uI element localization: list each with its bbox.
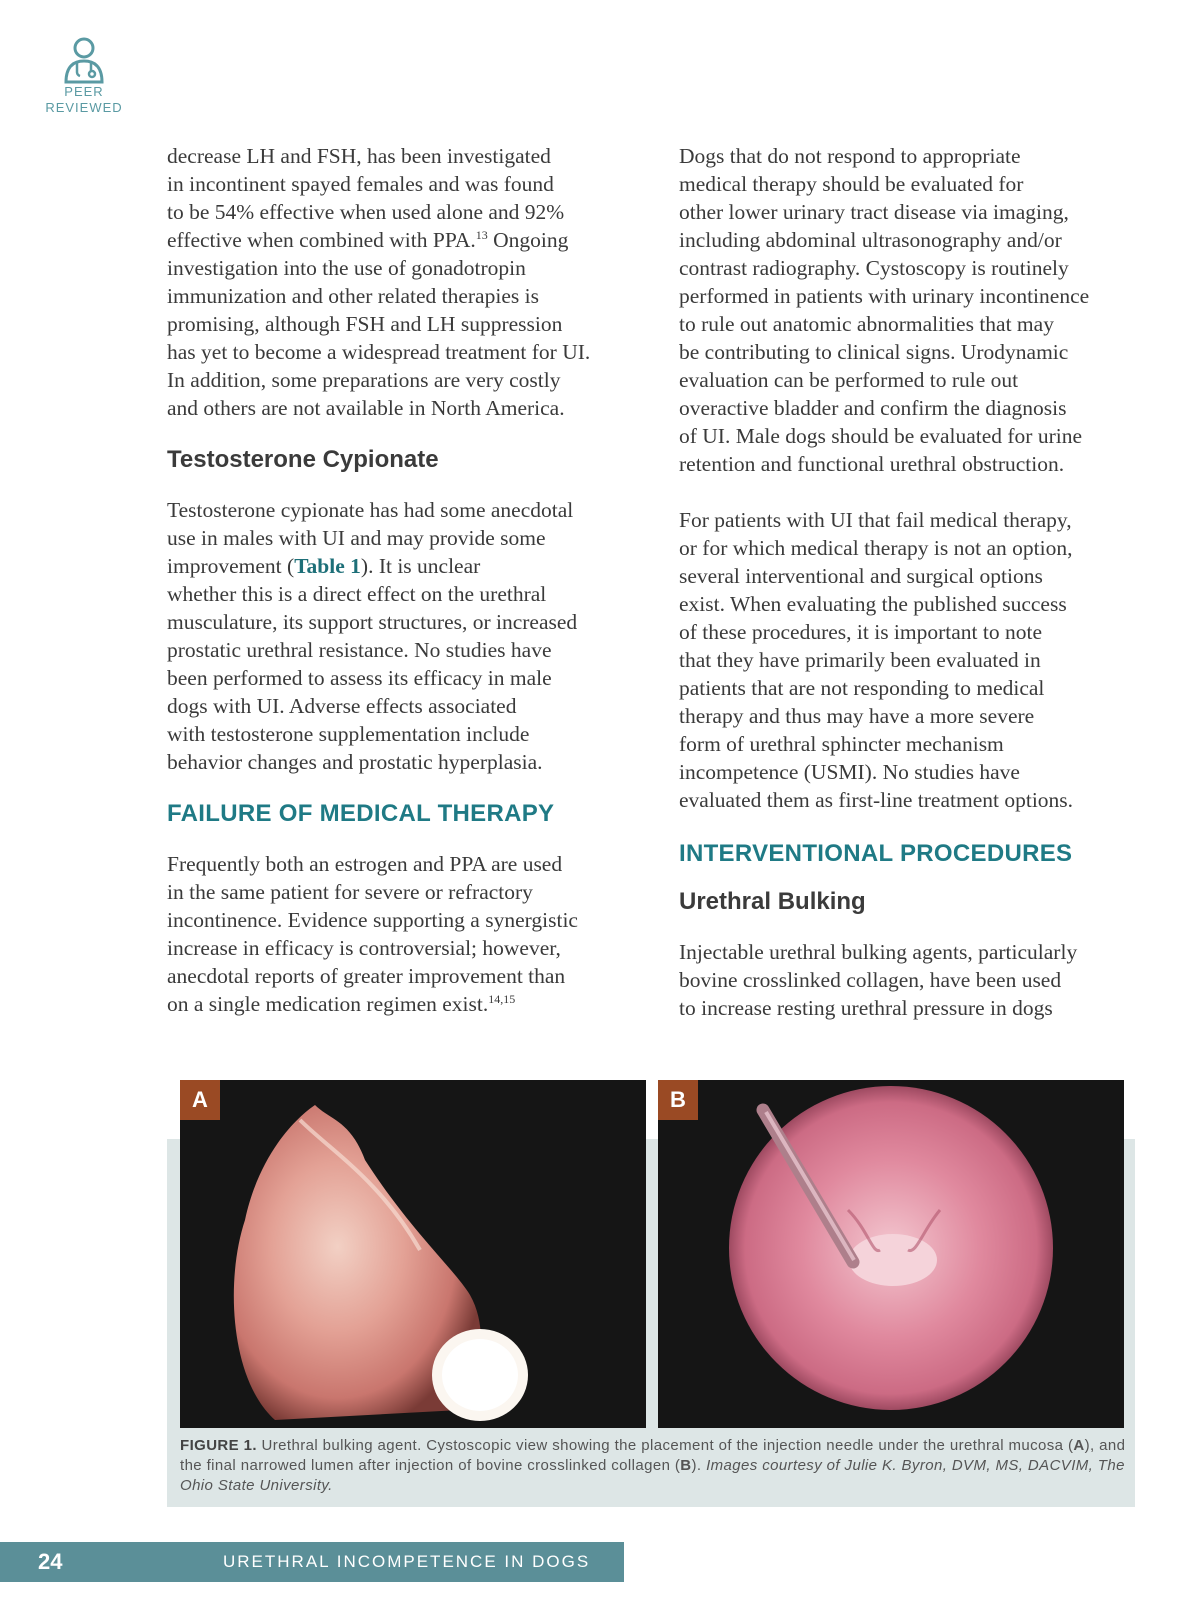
bulking-subheading: Urethral Bulking [679,888,866,915]
left-column [167,142,607,1018]
reference-13[interactable]: 13 [475,227,488,242]
doctor-icon [60,34,108,84]
page-footer [0,1542,624,1582]
image-label-b: B [658,1080,698,1120]
testosterone-subheading: Testosterone Cypionate [167,446,439,473]
right-paragraph-2: For patients with UI that fail medical therapy, or for which medical therapy is not an option, several interventional and surgical options exist. When evaluating the published success of these procedures, it is important to note that they have primarily been evaluated in patients that are not responding to medical therapy and thus may have a more severe form of urethral sphincter mechanism incompetence (USMI). No studies have evaluated them as first-line treatment options. [679,508,1074,812]
left-paragraph-3: Frequently both an estrogen and PPA are used in the same patient for severe or refractory incontinence. Evidence supporting a synergistic increase in efficacy is controversial; however, anecdotal reports of greater improvement than on a single medication regimen exist.$^{14,15}$ [167,852,578,1016]
failure-heading: FAILURE OF MEDICAL THERAPY [167,800,555,827]
image-credit: Images courtesy of Julie K. Byron, DVM, MS, DACVIM, The Ohio State University. [180,1457,1125,1494]
running-title: URETHRAL INCOMPETENCE IN DOGS [223,1552,591,1571]
table-1-link[interactable]: Table 1 [294,554,361,578]
right-column [679,142,1129,1022]
figure-image-b [658,1080,1124,1428]
right-paragraph-1: Dogs that do not respond to appropriate medical therapy should be evaluated for other lower urinary tract disease via imaging, including abdominal ultrasonography and/or contrast radiography. Cystoscopy is routinely performed in patients with urinary incontinence to rule out anatomic abnormalities that may be contributing to clinical signs. Urodynamic evaluation can be performed to rule out overactive bladder and confirm the diagnosis of UI. Male dogs should be evaluated for urine retention and functional urethral obstruction. [679,144,1090,476]
reference-14-15[interactable]: 14,15 [488,991,516,1006]
figure-image-a [180,1080,646,1428]
figure-number: FIGURE 1. [180,1437,257,1454]
interventional-heading: INTERVENTIONAL PROCEDURES [679,840,1073,867]
badge-line-2: REVIEWED [45,100,123,115]
badge-line-1: PEER [64,84,104,99]
page-number: 24 [38,1549,63,1574]
left-paragraph-1: decrease LH and FSH, has been investigated in incontinent spayed females and was found to be 54% effective when used alone and 92% effective when combined with PPA.$^{13}$ Ongoing investigation into the use of gonadotropin immunization and other related therapies is promising, although FSH and LH suppression has yet to become a widespread treatment for UI. In addition, some preparations are very costly and others are not available in North America. [167,144,591,420]
left-paragraph-2: Testosterone cypionate has had some anecdotal use in males with UI and may provide some improvement (Table 1). It is unclear whether this is a direct effect on the urethral musculature, its support structures, or increased prostatic urethral resistance. No studies have been performed to assess its efficacy in male dogs with UI. Adverse effects associated with testosterone supplementation include behavior changes and prostatic hyperplasia. [167,498,578,774]
right-paragraph-3: Injectable urethral bulking agents, particularly bovine crosslinked collagen, have been used to increase resting urethral pressure in dogs [679,940,1078,1020]
peer-reviewed-badge [36,34,132,116]
figure-caption: FIGURE 1. Urethral bulking agent. Cystoscopic view showing the placement of the injection needle under the urethral mucosa (A), and the final narrowed lumen after injection of bovine crosslinked collagen (B). Images courtesy of Julie K. Byron, DVM, MS, DACVIM, The Ohio State University. [180,1437,1126,1494]
image-label-a: A [180,1080,220,1120]
